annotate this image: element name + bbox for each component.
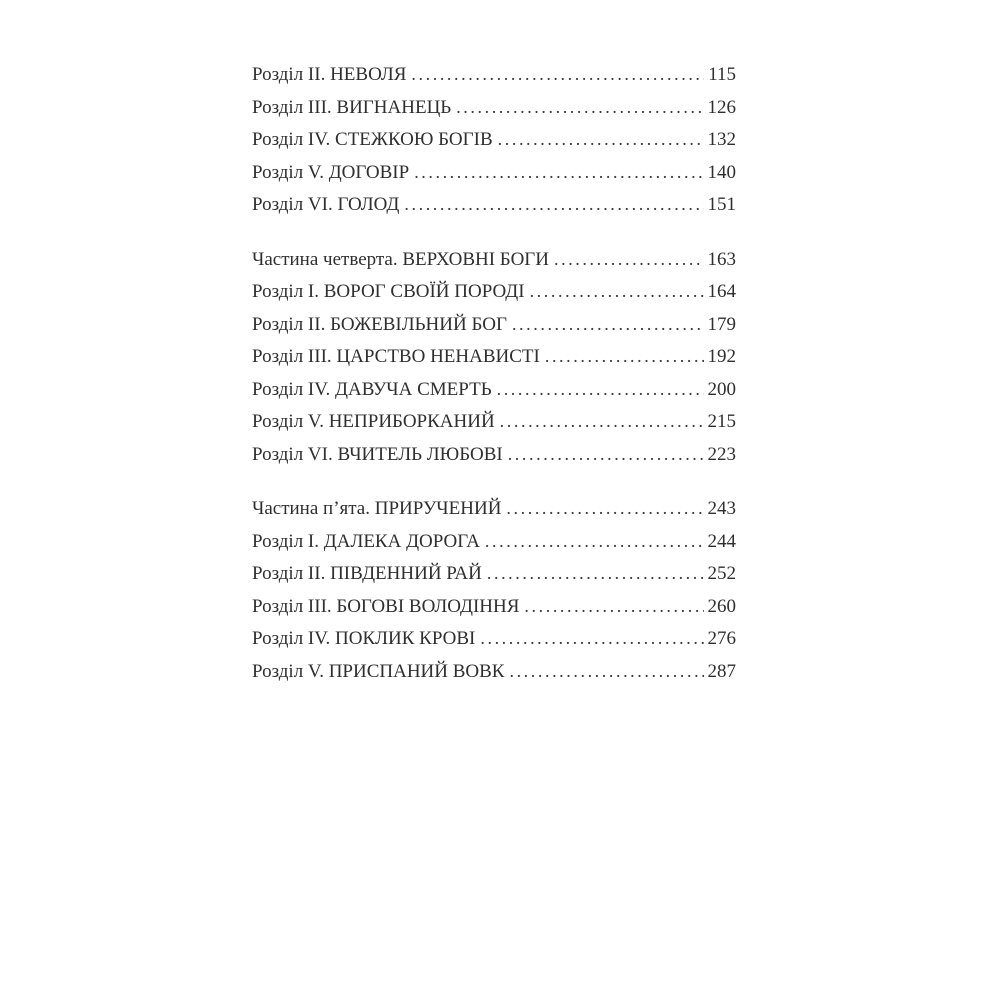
toc-entry bbox=[252, 590, 736, 623]
toc-entry bbox=[252, 622, 736, 655]
toc-entry-label: Розділ III. ЦАРСТВО НЕНАВИСТІ bbox=[252, 346, 540, 367]
dot-leader bbox=[487, 557, 704, 591]
toc-entry-label: Розділ II. ПІВДЕННИЙ РАЙ bbox=[252, 563, 482, 584]
dot-leader bbox=[506, 492, 703, 526]
dot-leader bbox=[498, 123, 704, 157]
toc-entry bbox=[252, 557, 736, 590]
dot-leader bbox=[497, 373, 704, 407]
dot-leader bbox=[500, 405, 704, 439]
toc-entry bbox=[252, 156, 736, 189]
toc-entry-page: 287 bbox=[707, 660, 736, 682]
dot-leader bbox=[524, 590, 703, 624]
toc-entry-label: Частина п’ята. ПРИРУЧЕНИЙ bbox=[252, 498, 502, 519]
toc-entry bbox=[252, 373, 736, 406]
toc-entry-page: 243 bbox=[707, 498, 736, 519]
toc-part-heading bbox=[252, 243, 736, 276]
toc-entry-page: 151 bbox=[707, 194, 736, 215]
toc-entry-page: 164 bbox=[707, 281, 736, 302]
toc-entry-page: 192 bbox=[707, 346, 736, 367]
toc-entry bbox=[252, 58, 736, 91]
toc-entry bbox=[252, 123, 736, 156]
toc-entry-label: Розділ IV. ПОКЛИК КРОВІ bbox=[252, 628, 476, 649]
dot-leader bbox=[480, 622, 703, 656]
toc-group-part-four bbox=[252, 243, 736, 471]
toc-entry-label: Розділ IV. СТЕЖКОЮ БОГІВ bbox=[252, 129, 493, 150]
toc-entry bbox=[252, 525, 736, 558]
toc-entry-label: Розділ V. ПРИСПАНИЙ ВОВК bbox=[252, 660, 505, 682]
toc-part-heading bbox=[252, 492, 736, 525]
toc-entry-page: 215 bbox=[707, 411, 736, 432]
dot-leader bbox=[554, 243, 704, 277]
toc-entry-page: 252 bbox=[707, 563, 736, 584]
toc-entry-label: Розділ VI. ВЧИТЕЛЬ ЛЮБОВІ bbox=[252, 443, 503, 465]
dot-leader bbox=[404, 188, 703, 222]
dot-leader bbox=[414, 156, 703, 190]
toc-entry-page: 115 bbox=[708, 64, 736, 85]
toc-entry-label: Розділ II. БОЖЕВІЛЬНИЙ БОГ bbox=[252, 313, 507, 335]
toc-entry bbox=[252, 91, 736, 124]
dot-leader bbox=[485, 525, 704, 559]
table-of-contents bbox=[252, 58, 736, 687]
toc-entry-label: Розділ V. НЕПРИБОРКАНИЙ bbox=[252, 411, 495, 432]
toc-entry-label: Розділ V. ДОГОВІР bbox=[252, 161, 410, 183]
toc-entry-label: Розділ I. ДАЛЕКА ДОРОГА bbox=[252, 530, 480, 552]
toc-entry-page: 126 bbox=[707, 96, 736, 118]
toc-entry-page: 163 bbox=[707, 248, 736, 270]
toc-entry-page: 244 bbox=[707, 530, 736, 552]
toc-entry-label: Розділ III. ВИГНАНЕЦЬ bbox=[252, 96, 452, 118]
toc-entry-page: 132 bbox=[707, 129, 736, 150]
dot-leader bbox=[411, 58, 704, 92]
toc-entry-label: Розділ IV. ДАВУЧА СМЕРТЬ bbox=[252, 378, 492, 400]
toc-entry-label: Розділ I. ВОРОГ СВОЇЙ ПОРОДІ bbox=[252, 281, 525, 302]
toc-entry bbox=[252, 340, 736, 373]
toc-entry-page: 140 bbox=[707, 161, 736, 183]
toc-entry-page: 276 bbox=[707, 628, 736, 649]
toc-entry-page: 179 bbox=[707, 313, 736, 335]
toc-entry bbox=[252, 275, 736, 308]
dot-leader bbox=[456, 91, 703, 125]
toc-entry bbox=[252, 438, 736, 471]
toc-entry-label: Розділ II. НЕВОЛЯ bbox=[252, 64, 407, 85]
toc-entry bbox=[252, 188, 736, 221]
toc-entry-page: 200 bbox=[707, 378, 736, 400]
toc-group-part-five bbox=[252, 492, 736, 687]
toc-entry bbox=[252, 655, 736, 688]
toc-entry-label: Розділ III. БОГОВІ ВОЛОДІННЯ bbox=[252, 595, 520, 617]
toc-group-part-three-chapters bbox=[252, 58, 736, 221]
dot-leader bbox=[512, 308, 704, 342]
dot-leader bbox=[545, 340, 704, 374]
toc-entry-page: 260 bbox=[707, 595, 736, 617]
dot-leader bbox=[530, 275, 704, 309]
toc-entry-page: 223 bbox=[707, 443, 736, 465]
dot-leader bbox=[508, 438, 704, 472]
toc-entry-label: Частина четверта. ВЕРХОВНІ БОГИ bbox=[252, 248, 549, 270]
toc-entry-label: Розділ VI. ГОЛОД bbox=[252, 194, 400, 215]
toc-entry bbox=[252, 308, 736, 341]
toc-entry bbox=[252, 405, 736, 438]
dot-leader bbox=[509, 655, 703, 689]
